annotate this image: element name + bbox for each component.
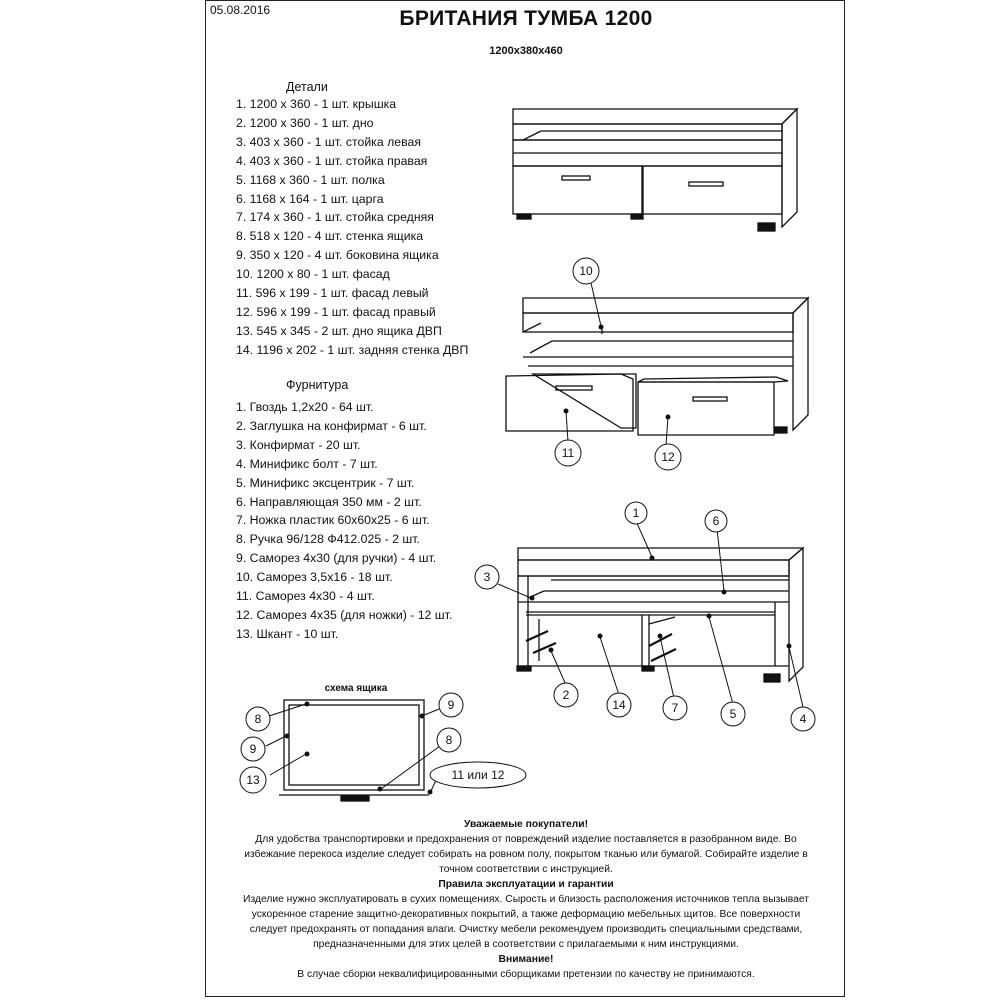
details-item: 11. 596 x 199 - 1 шт. фасад левый xyxy=(236,286,429,301)
notice-paragraph-line: Для удобства транспортировки и предохранения от повреждений изделие поставляется в разобранном виде. Во xyxy=(255,834,797,845)
details-item: 5. 1168 x 360 - 1 шт. полка xyxy=(236,172,385,187)
hardware-item: 6. Направляющая 350 мм - 2 шт. xyxy=(236,494,422,509)
notice-heading: Уважаемые покупатели! xyxy=(463,819,589,830)
attention-text: В случае сборки неквалифицированными сборщиками претензии по качеству не принимаются. xyxy=(297,969,755,980)
hardware-item: 13. Шкант - 10 шт. xyxy=(236,626,339,641)
document-date: 05.08.2016 xyxy=(210,3,271,17)
details-item: 2. 1200 x 360 - 1 шт. дно xyxy=(236,115,374,130)
details-item: 14. 1196 x 202 - 1 шт. задняя стенка ДВП xyxy=(236,342,469,357)
page-title: БРИТАНИЯ ТУМБА 1200 xyxy=(399,7,653,30)
notice-paragraph-line: точном соответствии с инструкцией. xyxy=(439,864,613,875)
details-item: 6. 1168 x 164 - 1 шт. царга xyxy=(236,191,384,206)
details-item: 13. 545 x 345 - 2 шт. дно ящика ДВП xyxy=(236,323,442,338)
drawer-scheme-title: схема ящика xyxy=(324,683,388,694)
rules-heading: Правила эксплуатации и гарантии xyxy=(438,879,614,890)
details-item: 9. 350 x 120 - 4 шт. боковина ящика xyxy=(236,248,439,263)
callout-11: 11 xyxy=(561,446,575,460)
scheme-callout-8b: 8 xyxy=(445,733,453,747)
details-item: 3. 403 x 360 - 1 шт. стойка левая xyxy=(236,134,421,149)
callout-1: 1 xyxy=(632,506,640,520)
drawer-scheme-drawing xyxy=(279,700,429,801)
hardware-item: 10. Саморез 3,5x16 - 18 шт. xyxy=(236,570,393,585)
rules-paragraph-line: следует предохранять от попадания влаги. Очистку мебели рекомендуем производить специальными средствами, xyxy=(249,924,803,935)
callout-4: 4 xyxy=(799,712,807,726)
hardware-item: 7. Ножка пластик 60x60x25 - 6 шт. xyxy=(236,513,430,528)
details-item: 4. 403 x 360 - 1 шт. стойка правая xyxy=(236,153,428,168)
details-item: 12. 596 x 199 - 1 шт. фасад правый xyxy=(236,304,436,319)
hardware-item: 1. Гвоздь 1,2x20 - 64 шт. xyxy=(236,400,374,414)
hardware-item: 9. Саморез 4x30 (для ручки) - 4 шт. xyxy=(236,551,437,566)
details-item: 10. 1200 x 80 - 1 шт. фасад xyxy=(236,267,390,282)
details-item: 1. 1200 x 360 - 1 шт. крышка xyxy=(236,97,397,111)
hardware-item: 8. Ручка 96/128 Ф412.025 - 2 шт. xyxy=(236,532,420,547)
details-list-title: Детали xyxy=(286,80,328,94)
scheme-callout-9b: 9 xyxy=(249,742,257,756)
callout-5: 5 xyxy=(729,707,737,721)
scheme-callout-9: 9 xyxy=(447,698,455,712)
callout-7: 7 xyxy=(671,701,679,715)
callout-14: 14 xyxy=(612,698,626,712)
hardware-item: 2. Заглушка на конфирмат - 6 шт. xyxy=(236,418,427,433)
details-item: 8. 518 x 120 - 4 шт. стенка ящика xyxy=(236,229,424,244)
callout-3: 3 xyxy=(483,570,491,584)
hardware-item: 12. Саморез 4x35 (для ножки) - 12 шт. xyxy=(236,607,453,622)
instruction-sheet xyxy=(205,0,845,997)
notice-block xyxy=(212,817,840,982)
product-dimensions: 1200x380x460 xyxy=(489,45,563,57)
scheme-callout-8: 8 xyxy=(254,712,262,726)
hardware-item: 4. Минификс болт - 7 шт. xyxy=(236,456,378,471)
scheme-facade-label: 11 или 12 xyxy=(451,768,505,782)
cabinet-carcass-drawing xyxy=(517,548,803,682)
hardware-item: 11. Саморез 4x30 - 4 шт. xyxy=(236,589,375,604)
notice-paragraph-line: избежание перекоса изделие следует собирать на ровном полу, покрытом тканью или бумагой. Собирайте изделие в xyxy=(244,849,808,860)
callout-6: 6 xyxy=(712,514,720,528)
hardware-item: 5. Минификс эксцентрик - 7 шт. xyxy=(236,475,415,490)
cabinet-assembled-drawing xyxy=(513,109,797,231)
rules-paragraph-line: предназначенными для этих целей в соответствии с прилагаемыми к ним инструкциями. xyxy=(313,939,739,950)
callout-2: 2 xyxy=(562,688,570,702)
cabinet-drawers-drawing xyxy=(506,298,808,435)
attention-heading: Внимание! xyxy=(498,954,554,965)
callout-10: 10 xyxy=(579,264,593,278)
callout-12: 12 xyxy=(661,450,675,464)
rules-paragraph-line: ускоренное старение защитно-декоративных покрытий, а также деформацию мебельных щитов. Все поверхности xyxy=(251,909,801,920)
rules-paragraph-line: Изделие нужно эксплуатировать в сухих помещениях. Сырость и близость расположения источников тепла вызывает xyxy=(243,894,809,905)
details-item: 7. 174 x 360 - 1 шт. стойка средняя xyxy=(236,210,434,225)
hardware-item: 3. Конфирмат - 20 шт. xyxy=(236,437,361,452)
scheme-callout-13: 13 xyxy=(246,773,260,787)
hardware-list-title: Фурнитура xyxy=(286,378,349,392)
